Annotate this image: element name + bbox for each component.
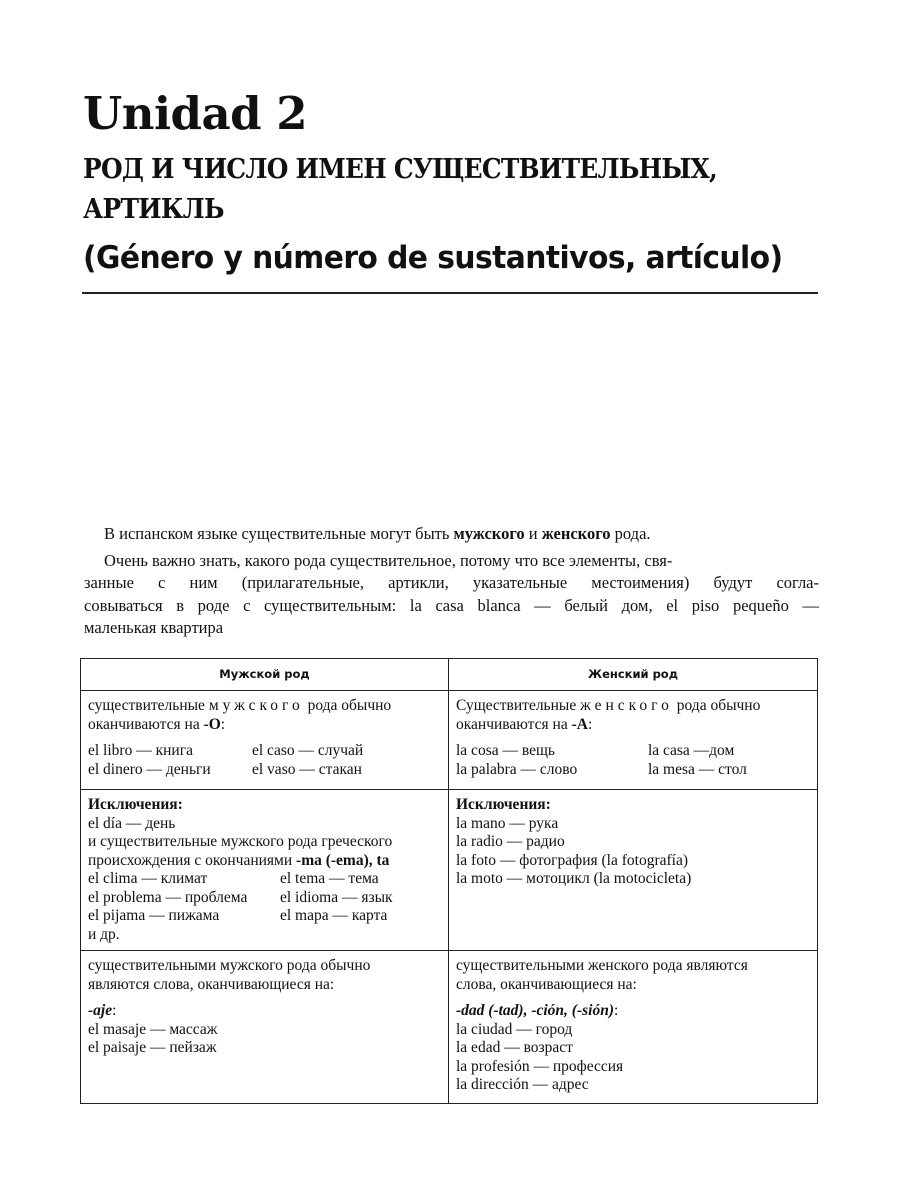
example-item: el pijama — пижама — [88, 907, 220, 924]
example-item: el dinero — деньги — [88, 760, 211, 778]
intro-p2-line-1: Очень важно знать, какого рода существительное, потому что все элементы, свя- — [104, 550, 673, 570]
cell-masculine-basic — [81, 691, 449, 790]
feminine-rule-line-2 — [456, 716, 810, 735]
example-item: el caso — случай — [252, 742, 364, 759]
ending-a: -A — [571, 715, 588, 733]
exception-line: la radio — радио — [456, 833, 565, 850]
example-item: el clima — климат — [88, 870, 208, 887]
exception-line: la foto — фотография (la fotografía) — [456, 851, 689, 869]
intro-p2-line-3: совываться в роде с существительным: la casa blanca — белый дом, el piso pequeño — — [84, 595, 819, 615]
cell-feminine-exceptions — [449, 790, 818, 951]
masculine-rule — [88, 697, 441, 716]
rule-text: оканчиваются на — [456, 715, 572, 733]
feminine-examples — [456, 742, 810, 779]
intro-p2-line-4: маленькая квартира — [84, 618, 224, 637]
subtitle-ru-line-2: АРТИКЛЬ — [83, 194, 224, 225]
header-masculine: Мужской род — [81, 659, 449, 691]
intro-p1-mid: и — [524, 524, 542, 543]
intro-p1-start: В испанском языке существительные могут быть — [104, 524, 454, 543]
example-item: el mapa — карта — [280, 907, 388, 924]
colon: : — [614, 1002, 619, 1019]
suffix-rule-line: слова, оканчивающиеся на: — [456, 975, 637, 993]
example-item: la cosa — вещь — [456, 742, 555, 759]
colon: : — [220, 715, 226, 733]
intro-paragraph-2 — [84, 550, 819, 573]
intro-p1-end: рода. — [610, 524, 651, 543]
example-item: la ciudad — город — [456, 1020, 573, 1038]
subtitle-ru-line-1: РОД И ЧИСЛО ИМЕН СУЩЕСТВИТЕЛЬНЫХ, — [83, 154, 717, 185]
cell-masculine-exceptions — [81, 790, 449, 951]
example-item: la palabra — слово — [456, 760, 578, 778]
rule-text: рода обычно — [672, 697, 761, 714]
example-item: el libro — книга — [88, 742, 193, 759]
suffix-rule-line: существительными женского рода являются — [456, 957, 748, 974]
rule-text: оканчиваются на — [88, 715, 204, 733]
example-item: el idioma — язык — [280, 888, 393, 906]
intro-p1-masculine: мужского — [453, 524, 525, 543]
masculine-examples — [88, 742, 441, 779]
gender-rules-table — [80, 658, 818, 1104]
table-row-basic-endings — [81, 691, 818, 790]
exceptions-label: Исключения: — [456, 796, 551, 813]
intro-p2-line-2: занные с ним (прилагательные, артикли, указательные местоимения) будут согла- — [84, 573, 819, 592]
example-item: el tema — тема — [280, 870, 379, 887]
rule-text: Существительные — [456, 697, 581, 714]
colon: : — [587, 715, 593, 733]
exception-line: и существительные мужского рода греческого — [88, 833, 393, 850]
exceptions-label: Исключения: — [88, 796, 183, 813]
ending-o: -О — [203, 715, 221, 733]
example-item: el paisaje — пейзаж — [88, 1039, 217, 1056]
exception-line: la moto — мотоцикл (la motocicleta) — [456, 870, 692, 887]
intro-p2-continued — [84, 572, 819, 617]
suffix-aje: -aje — [88, 1002, 113, 1019]
intro-paragraph-1 — [84, 523, 819, 546]
table-row-exceptions — [81, 790, 818, 951]
exception-line: la mano — рука — [456, 814, 559, 832]
cell-feminine-suffixes — [449, 951, 818, 1104]
greek-endings: -ma (-ema), ta — [296, 851, 390, 869]
header-feminine: Женский род — [449, 659, 818, 691]
masculine-rule-line-2 — [88, 716, 441, 735]
rule-text: существительные — [88, 697, 209, 714]
table-row-suffixes — [81, 951, 818, 1104]
rule-spaced-word: мужского — [208, 697, 304, 714]
example-item: el masaje — массаж — [88, 1020, 218, 1038]
cell-masculine-suffixes — [81, 951, 449, 1104]
colon: : — [112, 1002, 117, 1019]
suffix-rule-line: являются слова, оканчивающиеся на: — [88, 975, 335, 993]
example-item: la casa —дом — [648, 742, 735, 759]
suffix-rule-line: существительными мужского рода обычно — [88, 957, 371, 974]
example-item: la edad — возраст — [456, 1039, 573, 1056]
example-item: la profesión — профессия — [456, 1057, 624, 1075]
rule-spaced-word: женского — [580, 697, 673, 714]
suffix-dad-cion: -dad (-tad), -ción, (-sión) — [456, 1002, 614, 1019]
intro-text — [84, 523, 819, 640]
intro-p1-feminine: женского — [541, 524, 611, 543]
example-item: el vaso — стакан — [252, 760, 362, 778]
table-header-row — [81, 659, 818, 691]
chapter-subtitle-russian — [83, 150, 764, 230]
exception-text: происхождения с окончаниями — [88, 851, 297, 869]
example-item: el problema — проблема — [88, 888, 248, 906]
chapter-subtitle-spanish: (Género y número de sustantivos, artículo) — [83, 240, 783, 276]
etc-text: и др. — [88, 925, 120, 943]
feminine-rule — [456, 697, 810, 716]
suffix-label — [88, 1002, 441, 1021]
suffix-label — [456, 1002, 810, 1021]
chapter-title: Unidad 2 — [83, 87, 308, 140]
example-item: la mesa — стол — [648, 760, 747, 778]
example-item: la dirección — адрес — [456, 1076, 589, 1093]
exception-line: el día — день — [88, 814, 176, 832]
exception-line — [88, 852, 441, 871]
rule-text: рода обычно — [303, 697, 392, 714]
title-divider — [82, 292, 818, 294]
cell-feminine-basic — [449, 691, 818, 790]
greek-examples — [88, 870, 441, 926]
